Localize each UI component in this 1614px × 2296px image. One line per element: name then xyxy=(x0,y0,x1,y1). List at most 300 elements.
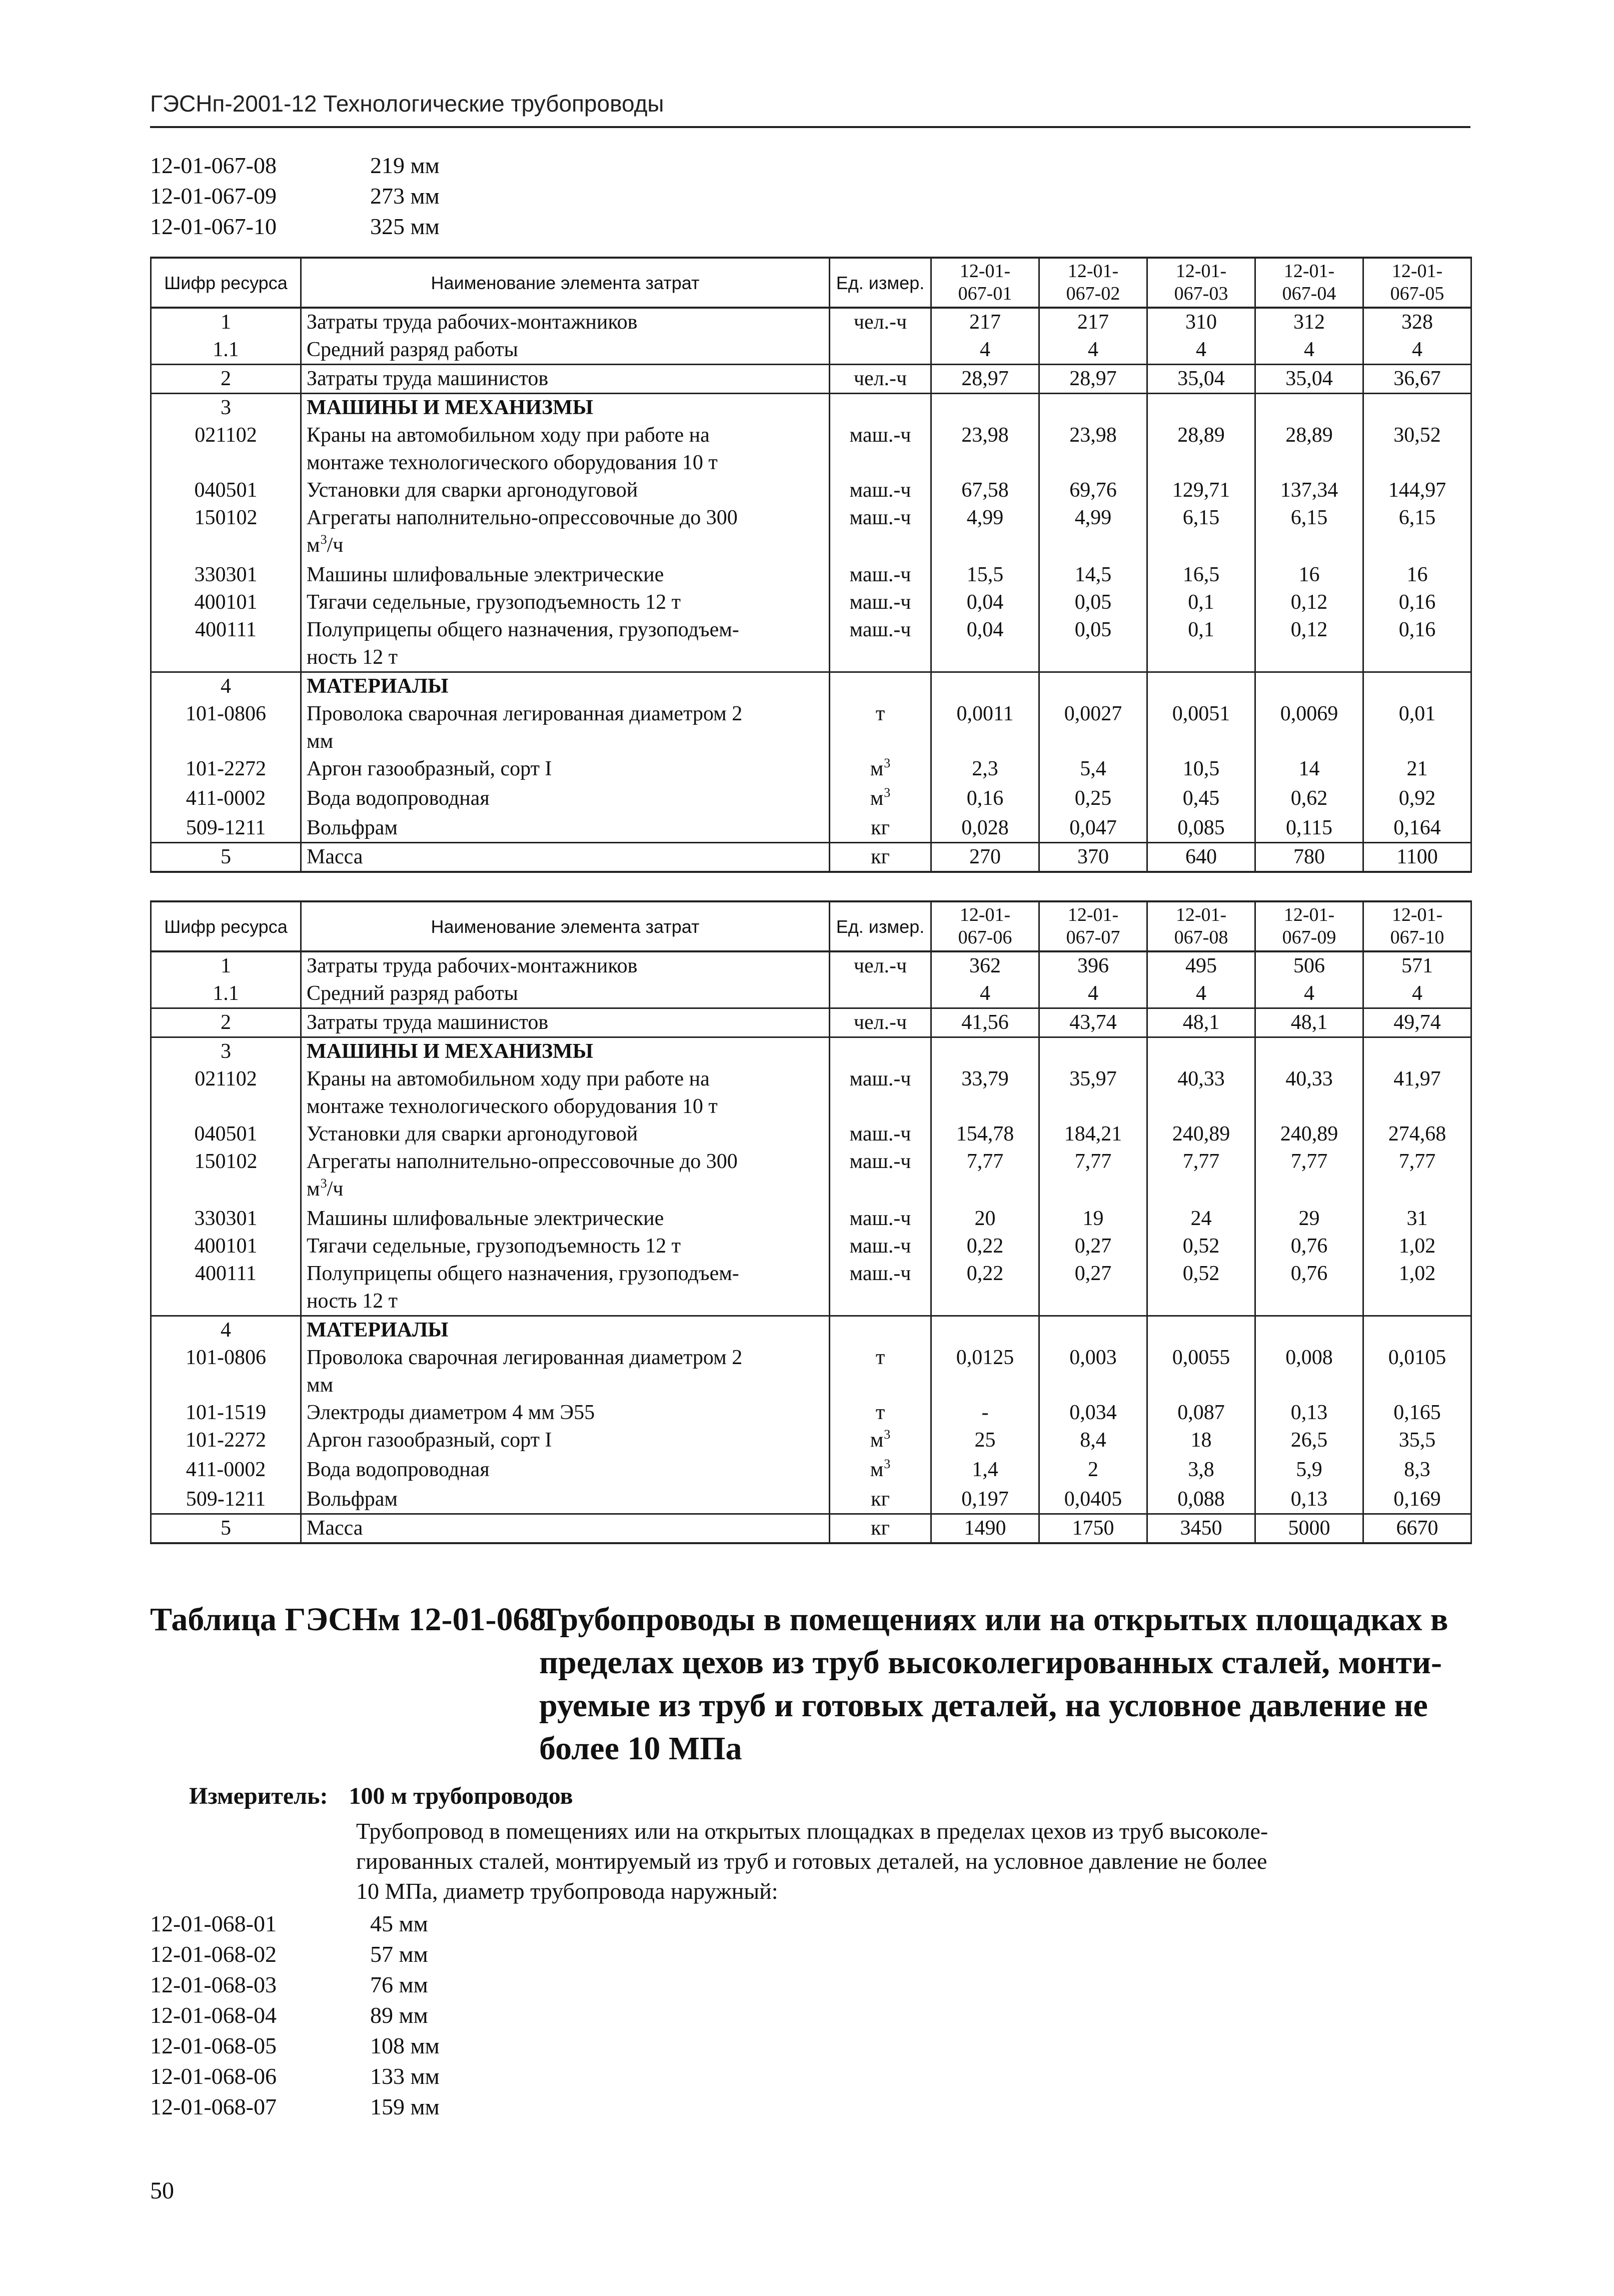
table-row xyxy=(151,1427,1471,1456)
table-row xyxy=(151,843,1471,872)
resource-name xyxy=(301,951,830,980)
resource-value: 4,99 xyxy=(931,504,1039,561)
resource-value: 0,0105 xyxy=(1363,1344,1471,1399)
column-code-bottom: 067-09 xyxy=(1282,927,1336,948)
resource-code: 4 xyxy=(151,672,301,701)
resource-value: 0,05 xyxy=(1039,616,1147,672)
resource-unit: маш.-ч xyxy=(830,1233,931,1260)
resource-name xyxy=(301,1205,830,1233)
resource-value: 0,25 xyxy=(1039,785,1147,814)
resource-value: 15,5 xyxy=(931,561,1039,589)
resource-unit: чел.-ч xyxy=(830,1008,931,1037)
resource-name-line: Вода водопроводная xyxy=(307,787,490,810)
resource-value: 0,047 xyxy=(1039,814,1147,843)
resource-value: 0,087 xyxy=(1147,1399,1255,1427)
resource-unit: маш.-ч xyxy=(830,1065,931,1120)
resource-code: 3 xyxy=(151,394,301,422)
resource-name-line: Электроды диаметром 4 мм Э55 xyxy=(307,1401,595,1424)
section-row xyxy=(151,1316,1471,1345)
resource-value: 41,56 xyxy=(931,1008,1039,1037)
resource-value: 6,15 xyxy=(1363,504,1471,561)
table-title-line: руемые из труб и готовых деталей, на условное давление не xyxy=(539,1687,1428,1724)
resource-unit: чел.-ч xyxy=(830,951,931,980)
resource-code: 021102 xyxy=(151,1065,301,1120)
resource-value: 35,5 xyxy=(1363,1427,1471,1456)
column-header-norm xyxy=(1363,258,1471,308)
description xyxy=(356,1816,1470,1906)
column-code-top: 12-01- xyxy=(1391,904,1443,925)
resource-name-line: Затраты труда машинистов xyxy=(307,367,549,390)
measure-line xyxy=(189,1782,573,1810)
resource-value: 0,45 xyxy=(1147,785,1255,814)
code-list-067 xyxy=(150,150,440,242)
resource-name-line: Полуприцепы общего назначения, грузоподъем- xyxy=(307,1262,739,1285)
resource-value: 23,98 xyxy=(1039,422,1147,477)
size-value: 45 мм xyxy=(370,1911,428,1936)
table-row xyxy=(151,561,1471,589)
table-title-line: пределах цехов из труб высоколегированных сталей, монти- xyxy=(539,1644,1442,1681)
resource-value: 0,165 xyxy=(1363,1399,1471,1427)
resource-value: 0,52 xyxy=(1147,1233,1255,1260)
resource-code: 101-2272 xyxy=(151,1427,301,1456)
resource-value: 1100 xyxy=(1363,843,1471,872)
resource-value: 7,77 xyxy=(931,1148,1039,1205)
column-code-top: 12-01- xyxy=(1067,904,1119,925)
resource-value: 640 xyxy=(1147,843,1255,872)
resource-value: 0,76 xyxy=(1255,1233,1363,1260)
resource-code: 400111 xyxy=(151,616,301,672)
resource-value: 0,92 xyxy=(1363,785,1471,814)
resource-name-line: Машины шлифовальные электрические xyxy=(307,563,664,586)
resource-value: 0,028 xyxy=(931,814,1039,843)
size-value: 325 мм xyxy=(370,214,440,239)
resource-name-line: Вода водопроводная xyxy=(307,1458,490,1481)
resource-name xyxy=(301,1456,830,1486)
resource-value: 240,89 xyxy=(1147,1120,1255,1148)
resource-value: 2,3 xyxy=(931,755,1039,785)
table-row xyxy=(151,1514,1471,1544)
resource-table-2 xyxy=(150,900,1472,1544)
resource-value: 28,89 xyxy=(1255,422,1363,477)
resource-value: 6670 xyxy=(1363,1514,1471,1544)
resource-value: 0,0069 xyxy=(1255,700,1363,755)
resource-value xyxy=(1039,1037,1147,1066)
resource-name-line: Тягачи седельные, грузоподъемность 12 т xyxy=(307,1235,681,1258)
resource-value xyxy=(1147,1316,1255,1345)
resource-value: - xyxy=(931,1399,1039,1427)
table-row xyxy=(151,814,1471,843)
column-code-top: 12-01- xyxy=(959,261,1011,282)
measure-value: 100 м трубопроводов xyxy=(349,1783,573,1809)
resource-value xyxy=(1363,1316,1471,1345)
column-code-bottom: 067-01 xyxy=(958,283,1012,304)
resource-value: 1,4 xyxy=(931,1456,1039,1486)
resource-value xyxy=(1255,672,1363,701)
resource-unit xyxy=(830,336,931,365)
resource-name xyxy=(301,561,830,589)
resource-name xyxy=(301,477,830,504)
column-header-norm xyxy=(931,901,1039,951)
resource-value: 328 xyxy=(1363,308,1471,336)
resource-value: 4 xyxy=(1147,336,1255,365)
table-row xyxy=(151,980,1471,1008)
resource-value: 1490 xyxy=(931,1514,1039,1544)
resource-value: 0,1 xyxy=(1147,589,1255,616)
resource-name-line: Вольфрам xyxy=(307,816,398,839)
table-row xyxy=(151,422,1471,477)
resource-code: 411-0002 xyxy=(151,1456,301,1486)
resource-value: 0,197 xyxy=(931,1486,1039,1514)
resource-value: 8,4 xyxy=(1039,1427,1147,1456)
resource-unit: кг xyxy=(830,814,931,843)
table-row xyxy=(151,1148,1471,1205)
resource-name-line: Полуприцепы общего назначения, грузоподъем- xyxy=(307,618,739,641)
resource-name xyxy=(301,589,830,616)
resource-unit: маш.-ч xyxy=(830,1120,931,1148)
column-header-norm xyxy=(1255,258,1363,308)
resource-value: 28,97 xyxy=(1039,365,1147,394)
resource-value xyxy=(1039,672,1147,701)
resource-value: 23,98 xyxy=(931,422,1039,477)
table-row xyxy=(151,1008,1471,1037)
resource-value: 33,79 xyxy=(931,1065,1039,1120)
resource-table-1 xyxy=(150,257,1472,873)
column-header-name: Наименование элемента затрат xyxy=(301,901,830,951)
table-row xyxy=(151,1120,1471,1148)
resource-name xyxy=(301,1037,830,1066)
resource-value: 0,0055 xyxy=(1147,1344,1255,1399)
column-header-norm xyxy=(1255,901,1363,951)
resource-value: 5,9 xyxy=(1255,1456,1363,1486)
resource-value: 184,21 xyxy=(1039,1120,1147,1148)
column-header-unit: Ед. измер. xyxy=(830,901,931,951)
resource-value: 0,22 xyxy=(931,1233,1039,1260)
resource-unit: чел.-ч xyxy=(830,365,931,394)
table-row xyxy=(151,477,1471,504)
resource-value: 0,01 xyxy=(1363,700,1471,755)
column-header-norm xyxy=(931,258,1039,308)
resource-value: 35,04 xyxy=(1255,365,1363,394)
resource-name xyxy=(301,1486,830,1514)
section-row xyxy=(151,394,1471,422)
size-value: 133 мм xyxy=(370,2063,440,2089)
resource-code: 2 xyxy=(151,365,301,394)
code-value: 12-01-068-05 xyxy=(150,2033,277,2058)
resource-value: 0,034 xyxy=(1039,1399,1147,1427)
resource-name xyxy=(301,785,830,814)
resource-value: 43,74 xyxy=(1039,1008,1147,1037)
table-title-line: Трубопроводы в помещениях или на открытых площадках в xyxy=(539,1601,1448,1638)
resource-name-line: Вольфрам xyxy=(307,1488,398,1511)
resource-unit: т xyxy=(830,700,931,755)
resource-value: 274,68 xyxy=(1363,1120,1471,1148)
resource-value: 4 xyxy=(1039,980,1147,1008)
resource-value: 67,58 xyxy=(931,477,1039,504)
resource-value xyxy=(931,1316,1039,1345)
resource-code: 3 xyxy=(151,1037,301,1066)
resource-code: 4 xyxy=(151,1316,301,1345)
table-row xyxy=(151,1399,1471,1427)
resource-name xyxy=(301,1344,830,1399)
resource-value: 0,13 xyxy=(1255,1486,1363,1514)
table-row xyxy=(151,1065,1471,1120)
resource-value: 0,13 xyxy=(1255,1399,1363,1427)
description-line: Трубопровод в помещениях или на открытых площадках в пределах цехов из труб высоколе- xyxy=(356,1818,1268,1844)
resource-name-line: $м^3/ч$ xyxy=(307,532,344,557)
column-code-top: 12-01- xyxy=(1391,261,1443,282)
resource-value: 36,67 xyxy=(1363,365,1471,394)
resource-value: 31 xyxy=(1363,1205,1471,1233)
size-value: 219 мм xyxy=(370,153,440,178)
table-row xyxy=(151,1205,1471,1233)
resource-value: 0,088 xyxy=(1147,1486,1255,1514)
resource-unit: $м^3$ xyxy=(830,1456,931,1486)
resource-value: 29 xyxy=(1255,1205,1363,1233)
resource-name xyxy=(301,422,830,477)
resource-unit: маш.-ч xyxy=(830,1205,931,1233)
column-code-bottom: 067-07 xyxy=(1066,927,1120,948)
resource-unit: кг xyxy=(830,1514,931,1544)
resource-value: 217 xyxy=(931,308,1039,336)
resource-value: 506 xyxy=(1255,951,1363,980)
resource-value: 16 xyxy=(1363,561,1471,589)
resource-code: 101-0806 xyxy=(151,700,301,755)
table-row xyxy=(151,1344,1471,1399)
table-row xyxy=(151,365,1471,394)
resource-value: 0,12 xyxy=(1255,589,1363,616)
code-value: 12-01-067-09 xyxy=(150,183,277,209)
column-code-top: 12-01- xyxy=(1283,261,1335,282)
resource-value: 495 xyxy=(1147,951,1255,980)
resource-name-line: МАТЕРИАЛЫ xyxy=(307,675,449,698)
resource-value: 14,5 xyxy=(1039,561,1147,589)
resource-unit: маш.-ч xyxy=(830,561,931,589)
resource-value: 2 xyxy=(1039,1456,1147,1486)
resource-name-line: МАШИНЫ И МЕХАНИЗМЫ xyxy=(307,1040,594,1063)
resource-value: 0,27 xyxy=(1039,1260,1147,1316)
resource-value: 6,15 xyxy=(1147,504,1255,561)
column-code-bottom: 067-06 xyxy=(958,927,1012,948)
resource-name-line: Аргон газообразный, сорт I xyxy=(307,1429,552,1452)
resource-value: 129,71 xyxy=(1147,477,1255,504)
resource-value: 1750 xyxy=(1039,1514,1147,1544)
resource-unit xyxy=(830,394,931,422)
resource-unit: маш.-ч xyxy=(830,1148,931,1205)
resource-value: 4 xyxy=(1363,336,1471,365)
code-value: 12-01-068-01 xyxy=(150,1911,277,1936)
resource-value: 7,77 xyxy=(1255,1148,1363,1205)
resource-code: 101-1519 xyxy=(151,1399,301,1427)
column-header-norm xyxy=(1039,258,1147,308)
resource-value: 144,97 xyxy=(1363,477,1471,504)
size-value: 108 мм xyxy=(370,2033,440,2058)
resource-value: 21 xyxy=(1363,755,1471,785)
size-value: 57 мм xyxy=(370,1941,428,1967)
resource-name xyxy=(301,700,830,755)
code-list-068 xyxy=(150,1908,440,2122)
resource-value: 1,02 xyxy=(1363,1260,1471,1316)
resource-value xyxy=(1147,672,1255,701)
resource-code: 101-0806 xyxy=(151,1344,301,1399)
resource-name-line: Агрегаты наполнительно-опрессовочные до 300 xyxy=(307,1150,738,1173)
code-row xyxy=(150,1969,440,2000)
resource-value: 4,99 xyxy=(1039,504,1147,561)
column-code-bottom: 067-10 xyxy=(1390,927,1444,948)
resource-value: 4 xyxy=(931,336,1039,365)
resource-name-line: Проволока сварочная легированная диаметром 2 xyxy=(307,702,743,725)
resource-value: 0,22 xyxy=(931,1260,1039,1316)
code-row xyxy=(150,1939,440,1969)
table-row xyxy=(151,1233,1471,1260)
resource-code: 400101 xyxy=(151,1233,301,1260)
resource-value: 20 xyxy=(931,1205,1039,1233)
resource-name xyxy=(301,755,830,785)
resource-value xyxy=(1039,1316,1147,1345)
resource-name-line: $м^3/ч$ xyxy=(307,1176,344,1201)
resource-value xyxy=(931,672,1039,701)
code-row xyxy=(150,1908,440,1939)
resource-value: 5,4 xyxy=(1039,755,1147,785)
resource-unit xyxy=(830,1037,931,1066)
resource-value: 4 xyxy=(931,980,1039,1008)
code-value: 12-01-068-02 xyxy=(150,1941,277,1967)
resource-code: 150102 xyxy=(151,1148,301,1205)
code-value: 12-01-067-08 xyxy=(150,153,277,178)
table-row xyxy=(151,700,1471,755)
size-value: 89 мм xyxy=(370,2002,428,2028)
resource-code: 1 xyxy=(151,951,301,980)
resource-name-line: МАТЕРИАЛЫ xyxy=(307,1319,449,1342)
resource-name-line: монтаже технологического оборудования 10 т xyxy=(307,1095,718,1118)
resource-code: 509-1211 xyxy=(151,1486,301,1514)
column-code-bottom: 067-05 xyxy=(1390,283,1444,304)
code-value: 12-01-068-04 xyxy=(150,2002,277,2028)
resource-value: 310 xyxy=(1147,308,1255,336)
resource-unit: $м^3$ xyxy=(830,1427,931,1456)
resource-value xyxy=(1147,394,1255,422)
column-code-top: 12-01- xyxy=(1283,904,1335,925)
code-row xyxy=(150,2061,440,2091)
table-title-prefix: Таблица ГЭСНм 12-01-068 xyxy=(150,1601,546,1638)
resource-name-line: ность 12 т xyxy=(307,1290,398,1313)
resource-value: 7,77 xyxy=(1363,1148,1471,1205)
resource-value xyxy=(1255,1037,1363,1066)
column-header-norm xyxy=(1039,901,1147,951)
resource-value: 0,16 xyxy=(1363,616,1471,672)
resource-name-line: Средний разряд работы xyxy=(307,982,518,1005)
resource-value: 30,52 xyxy=(1363,422,1471,477)
column-code-bottom: 067-02 xyxy=(1066,283,1120,304)
resource-code: 040501 xyxy=(151,477,301,504)
resource-name-line: Затраты труда рабочих-монтажников xyxy=(307,954,638,977)
resource-value: 10,5 xyxy=(1147,755,1255,785)
resource-unit: кг xyxy=(830,1486,931,1514)
resource-value: 0,12 xyxy=(1255,616,1363,672)
resource-name-line: Тягачи седельные, грузоподъемность 12 т xyxy=(307,591,681,614)
size-value: 273 мм xyxy=(370,183,440,209)
resource-value: 137,34 xyxy=(1255,477,1363,504)
table-row xyxy=(151,589,1471,616)
resource-name-line: Затраты труда машинистов xyxy=(307,1011,549,1034)
size-value: 159 мм xyxy=(370,2094,440,2119)
resource-name xyxy=(301,843,830,872)
resource-value: 24 xyxy=(1147,1205,1255,1233)
resource-value: 154,78 xyxy=(931,1120,1039,1148)
resource-unit: т xyxy=(830,1399,931,1427)
resource-value: 16 xyxy=(1255,561,1363,589)
resource-name-line: Проволока сварочная легированная диаметром 2 xyxy=(307,1346,743,1369)
resource-value: 0,0405 xyxy=(1039,1486,1147,1514)
resource-code: 5 xyxy=(151,843,301,872)
resource-value: 0,1 xyxy=(1147,616,1255,672)
resource-unit: маш.-ч xyxy=(830,1260,931,1316)
table-row xyxy=(151,951,1471,980)
resource-value: 312 xyxy=(1255,308,1363,336)
code-row xyxy=(150,181,440,211)
resource-value xyxy=(1147,1037,1255,1066)
resource-value: 217 xyxy=(1039,308,1147,336)
resource-value: 7,77 xyxy=(1039,1148,1147,1205)
resource-value: 370 xyxy=(1039,843,1147,872)
code-value: 12-01-067-10 xyxy=(150,214,277,239)
resource-unit xyxy=(830,672,931,701)
resource-code: 1.1 xyxy=(151,336,301,365)
resource-name-line: Установки для сварки аргонодуговой xyxy=(307,1122,638,1145)
resource-value: 48,1 xyxy=(1255,1008,1363,1037)
section-row xyxy=(151,1037,1471,1066)
resource-value: 26,5 xyxy=(1255,1427,1363,1456)
resource-value: 270 xyxy=(931,843,1039,872)
resource-unit: кг xyxy=(830,843,931,872)
resource-name-line: Установки для сварки аргонодуговой xyxy=(307,479,638,502)
resource-name-line: монтаже технологического оборудования 10 т xyxy=(307,451,718,474)
resource-value: 8,3 xyxy=(1363,1456,1471,1486)
resource-code: 411-0002 xyxy=(151,785,301,814)
resource-code: 509-1211 xyxy=(151,814,301,843)
resource-value: 1,02 xyxy=(1363,1233,1471,1260)
resource-value: 0,0011 xyxy=(931,700,1039,755)
resource-name xyxy=(301,1065,830,1120)
resource-value: 780 xyxy=(1255,843,1363,872)
column-code-top: 12-01- xyxy=(1175,904,1227,925)
resource-value: 40,33 xyxy=(1147,1065,1255,1120)
resource-value xyxy=(1363,1037,1471,1066)
resource-name xyxy=(301,394,830,422)
column-header-norm xyxy=(1363,901,1471,951)
resource-value: 0,0051 xyxy=(1147,700,1255,755)
resource-value: 4 xyxy=(1039,336,1147,365)
resource-name-line: Машины шлифовальные электрические xyxy=(307,1207,664,1230)
resource-code: 1 xyxy=(151,308,301,336)
resource-value: 28,97 xyxy=(931,365,1039,394)
column-header-code: Шифр ресурса xyxy=(151,901,301,951)
resource-name-line: Средний разряд работы xyxy=(307,338,518,361)
resource-code: 5 xyxy=(151,1514,301,1544)
resource-name-line: мм xyxy=(307,730,334,753)
resource-name-line: мм xyxy=(307,1374,334,1397)
resource-code: 1.1 xyxy=(151,980,301,1008)
resource-value: 0,0027 xyxy=(1039,700,1147,755)
resource-value: 28,89 xyxy=(1147,422,1255,477)
resource-code: 040501 xyxy=(151,1120,301,1148)
code-value: 12-01-068-06 xyxy=(150,2063,277,2089)
resource-name-line: Аргон газообразный, сорт I xyxy=(307,757,552,780)
resource-value: 0,164 xyxy=(1363,814,1471,843)
resource-value: 0,62 xyxy=(1255,785,1363,814)
table-row xyxy=(151,308,1471,336)
resource-value xyxy=(1255,1316,1363,1345)
column-code-bottom: 067-08 xyxy=(1174,927,1228,948)
